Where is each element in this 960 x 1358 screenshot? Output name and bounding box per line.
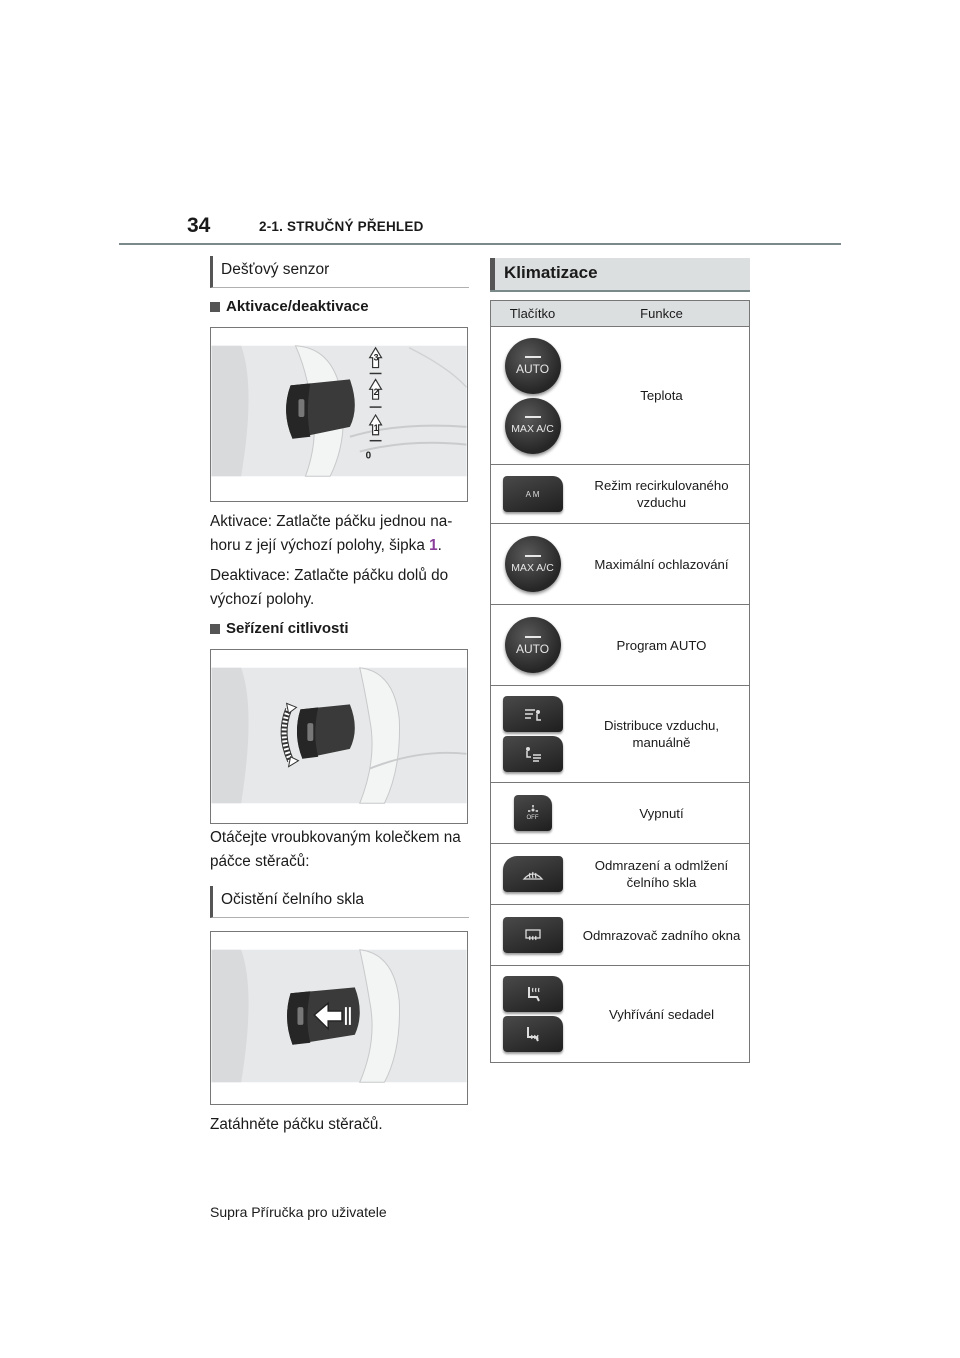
seat-heating-upper-icon [503, 976, 563, 1012]
max-ac-button-icon: MAX A/C [505, 398, 561, 454]
page-number: 34 [187, 214, 211, 237]
air-distribution-lower-icon [503, 736, 563, 772]
table-row [491, 966, 749, 1062]
table-row [491, 686, 749, 783]
windshield-defrost-icon [503, 856, 563, 892]
row-function-rear-defrost: Odmrazovač zadního okna [582, 927, 741, 943]
bullet-square-icon [210, 624, 220, 634]
windshield-cleaning-heading: Očistění čelního skla [210, 886, 469, 918]
auto-button-icon: AUTO [505, 617, 561, 673]
air-distribution-upper-icon [503, 696, 563, 732]
wiper-sensitivity-figure [210, 649, 468, 824]
bullet-square-icon [210, 302, 220, 312]
right-column [490, 258, 750, 1063]
windshield-cleaning-text: Zatáhněte páčku stěračů. [210, 1116, 383, 1133]
row-icons [491, 966, 574, 1062]
sensitivity-subheading-label: Seřízení citlivosti [226, 620, 349, 637]
table-row [491, 327, 749, 465]
row-function-auto-program: Program AUTO [616, 637, 707, 653]
table-row [491, 465, 749, 524]
table-header-function: Funkce [640, 306, 683, 321]
row-icons [491, 327, 574, 464]
auto-button-icon: AUTO [505, 338, 561, 394]
wiper-lever-activation-figure [210, 327, 468, 502]
table-row [491, 844, 749, 905]
table-row [491, 783, 749, 844]
climate-control-table [490, 300, 750, 1063]
chapter-title: 2-1. STRUČNÝ PŘEHLED [259, 219, 424, 234]
figure-label-1: 1 [373, 422, 379, 433]
activation-text-end: . [437, 537, 442, 554]
row-function-windshield-defrost: Odmrazení a odmlžení čelního skla [594, 858, 729, 890]
wiper-lever-activation-illustration [211, 328, 467, 501]
table-header-button: Tlačítko [509, 306, 556, 321]
row-function-off: Vypnutí [639, 805, 684, 821]
figure-label-2: 2 [373, 387, 379, 398]
table-row [491, 524, 749, 605]
row-icons [491, 605, 574, 685]
row-function-temperature: Teplota [640, 388, 683, 403]
seat-heating-lower-icon [503, 1016, 563, 1052]
figure-label-0: 0 [365, 450, 372, 462]
arrow-1-reference: 1 [429, 537, 438, 554]
max-ac-button-icon: MAX A/C [505, 536, 561, 592]
activation-text [210, 510, 469, 558]
fan-off-button-icon: OFF [514, 795, 552, 831]
row-function-seat-heating: Vyhřívání sedadel [608, 1006, 715, 1022]
wiper-sensitivity-illustration [211, 650, 467, 823]
activation-text-main: Aktivace: Zatlačte páčku jednou na-horu z její výchozí polohy, šipka [210, 513, 453, 554]
row-icons [491, 783, 574, 843]
row-icons [491, 465, 574, 523]
row-icons [491, 844, 574, 904]
rear-window-defrost-icon [503, 917, 563, 953]
deactivation-text: Deaktivace: Zatlačte páčku dolů do výchozí polohy. [210, 567, 449, 608]
climate-control-title: Klimatizace [490, 258, 750, 290]
windshield-cleaning-figure [210, 931, 468, 1105]
left-column [210, 256, 469, 1137]
header-divider [119, 243, 841, 245]
row-function-max-cooling: Maximální ochlazování [594, 556, 729, 572]
table-row [491, 905, 749, 966]
figure-label-3: 3 [373, 352, 379, 363]
row-icons [491, 524, 574, 604]
sensitivity-text: Otáčejte vroubkovaným kolečkem na páčce stěračů: [210, 829, 461, 870]
row-function-air-distribution: Distribuce vzduchu, manuálně [603, 718, 720, 750]
row-icons [491, 905, 574, 965]
footer-manual-title: Supra Příručka pro uživatele [210, 1204, 387, 1220]
rain-sensor-heading: Dešťový senzor [210, 256, 469, 288]
recirculation-button-icon: A M [503, 476, 563, 512]
table-header [491, 301, 749, 327]
activation-subheading-label: Aktivace/deaktivace [226, 298, 369, 315]
row-icons [491, 686, 574, 782]
windshield-cleaning-illustration [211, 932, 467, 1104]
sensitivity-subheading [210, 620, 469, 637]
row-function-recirculation: Režim recirkulovaného vzduchu [594, 478, 729, 510]
activation-subheading [210, 298, 469, 315]
climate-title-rule [490, 290, 750, 292]
table-row [491, 605, 749, 686]
